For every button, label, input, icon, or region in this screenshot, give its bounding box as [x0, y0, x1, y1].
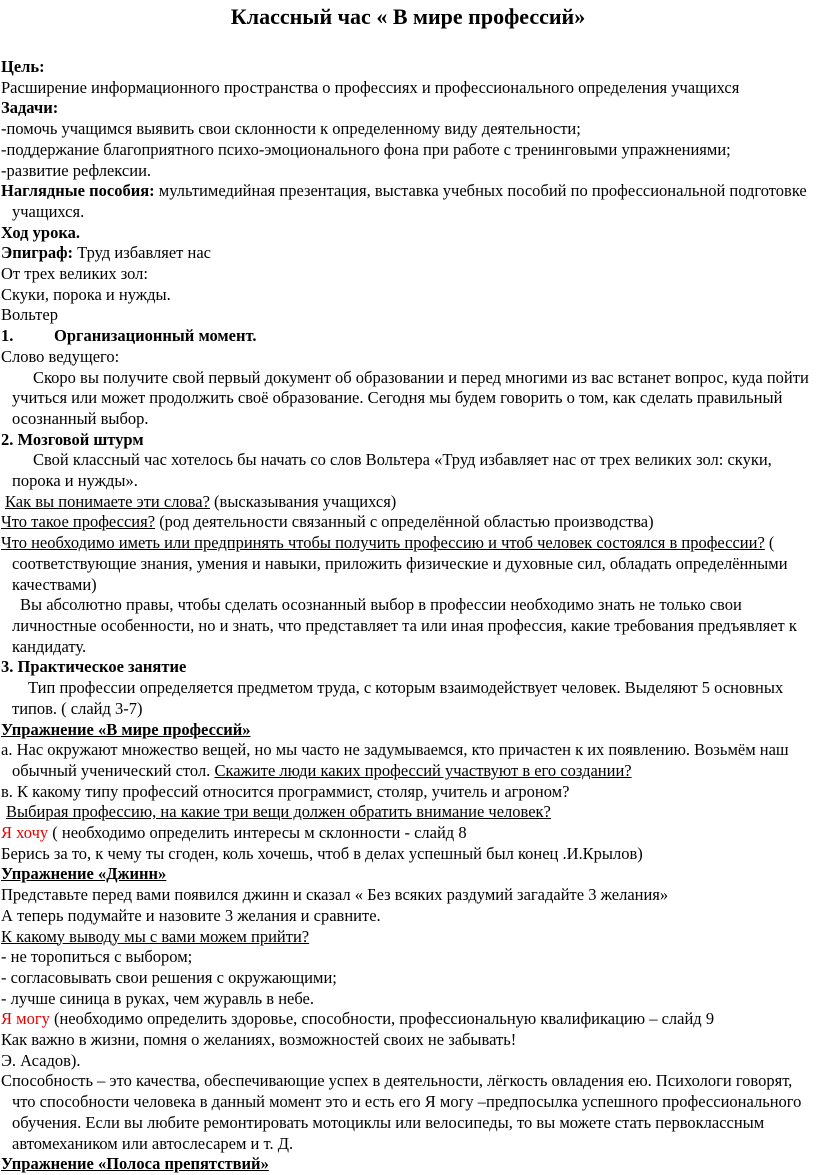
section2-q3 — [1, 533, 815, 595]
section1-text: Скоро вы получите свой первый документ об образовании и перед многими из вас встанет вопрос, куда пойти учиться или может продолжить своё образование. Сегодня мы будем говорить о том, как сделать правильный осознанный выбор. — [12, 367, 809, 428]
exercise3-heading: Упражнение «Полоса препятствий» — [1, 1154, 269, 1174]
section2-intro: Свой классный час хотелось бы начать со слов Вольтера «Труд избавляет нас от трех великих зол: скуки, порока и нужды». — [12, 450, 772, 491]
section1-heading — [1, 326, 815, 347]
epigraph-text: Труд избавляет нас — [73, 243, 211, 263]
exercise2-item: - согласовывать свои решения с окружающими; — [1, 967, 337, 987]
exercise2-item: - лучше синица в руках, чем журавль в небе. — [1, 988, 315, 1008]
section1-title: Организационный момент. — [54, 326, 257, 346]
exercise1-b: в. К какому типу профессий относится программист, столяр, учитель и агроном? — [1, 781, 570, 801]
task-item: -помочь учащимся выявить свои склонности к определенному виду деятельности; — [1, 119, 581, 139]
question-text: Что такое профессия? — [1, 512, 156, 532]
aids-label: Наглядные пособия: — [1, 181, 155, 201]
section1-number: 1. — [1, 326, 14, 346]
answer-note: (род деятельности связанный с определённой областью производства) — [155, 512, 654, 532]
answer-note: (высказывания учащихся) — [209, 491, 397, 511]
task-item: -поддержание благоприятного психо-эмоционального фона при работе с тренинговыми упражнениями; — [1, 139, 731, 159]
task-item: -развитие рефлексии. — [1, 160, 152, 180]
goal-text: Расширение информационного пространства о профессиях и профессионального определения учащихся — [1, 77, 740, 97]
exercise2-item: - не торопиться с выбором; — [1, 947, 193, 967]
epigraph-line: Скуки, порока и нужды. — [1, 284, 171, 304]
aids-paragraph — [1, 181, 815, 222]
exercise2-line: Представьте перед вами появился джинн и сказал « Без всяких раздумий загадайте 3 желания» — [1, 885, 669, 905]
aids-text: мультимедийная презентация, выставка учебных пособий по профессиональной подготовке учащихся. — [12, 181, 807, 221]
answer-note: ( соответствующие знания, умения и навыки, приложить физические и духовные сил, обладать определёнными качествами) — [12, 533, 788, 594]
exercise1-question: Выбирая профессию, на какие три вещи должен обратить внимание человек? — [6, 802, 551, 822]
exercise1-a — [1, 740, 815, 781]
document-title: Классный час « В мире профессий» — [230, 4, 586, 29]
exercise1-a-text: а. Нас окружают множество вещей, но мы часто не задумываемся, кто причастен к их появлению. Возьмём наш обычный ученический стол. — [1, 740, 789, 780]
exercise2-can — [1, 1009, 815, 1030]
section3-heading: 3. Практическое занятие — [1, 657, 187, 677]
exercise2-quote-author: Э. Асадов). — [1, 1050, 81, 1070]
exercise2-ability: Способность – это качества, обеспечивающие успех в деятельности, лёгкость овладения ею. Психологи говорят, что способности человека в данный момент это и есть его Я могу –предпосылка успешного профессионального обучения. Если вы любите ремонтировать мотоциклы или велосипеды, то вы можете стать первоклассным автомехаником или автослесарем и т. Д. — [1, 1071, 802, 1153]
exercise1-a-question: Скажите люди каких профессий участвуют в его создании? — [214, 760, 632, 780]
exercise1-want — [1, 823, 815, 844]
epigraph-line: От трех великих зол: — [1, 264, 148, 284]
exercise1-quote: Берись за то, к чему ты сгоден, коль хочешь, чтоб в делах успешный был конец .И.Крылов) — [1, 843, 643, 863]
lesson-heading: Ход урока. — [1, 222, 80, 242]
exercise2-question: К какому выводу мы с вами можем прийти? — [1, 926, 310, 946]
section2-conclusion: Вы абсолютно правы, чтобы сделать осознанный выбор в профессии необходимо знать не только свои личностные особенности, но и знать, что представляет та или иная профессия, какие требования предъявляет к кандидату. — [12, 595, 797, 656]
exercise2-heading: Упражнение «Джинн» — [1, 864, 167, 884]
epigraph-label: Эпиграф: — [1, 243, 74, 263]
section2-q1 — [1, 492, 815, 513]
section2-q2 — [1, 512, 815, 533]
section2-heading: 2. Мозговой штурм — [1, 429, 144, 449]
tasks-label: Задачи: — [1, 98, 59, 118]
question-text: Что необходимо иметь или предпринять чтобы получить профессию и чтоб человек состоялся в профессии? — [1, 533, 765, 553]
exercise1-heading: Упражнение «В мире профессий» — [1, 719, 251, 739]
want-text: ( необходимо определить интересы м склонности - слайд 8 — [48, 823, 467, 843]
can-text: (необходимо определить здоровье, способности, профессиональную квалификацию – слайд 9 — [49, 1009, 715, 1029]
goal-label: Цель: — [1, 57, 45, 76]
section1-speaker: Слово ведущего: — [1, 346, 120, 366]
epigraph-line — [1, 243, 815, 264]
want-label: Я хочу — [1, 823, 49, 843]
question-text: Как вы понимаете эти слова? — [5, 491, 210, 511]
document-body — [1, 53, 815, 1175]
can-label: Я могу — [1, 1009, 50, 1029]
exercise2-quote: Как важно в жизни, помня о желаниях, возможностей своих не забывать! — [1, 1030, 517, 1050]
section3-text: Тип профессии определяется предметом труда, с которым взаимодействует человек. Выделяют 5 основных типов. ( слайд 3-7) — [12, 678, 784, 718]
epigraph-author: Вольтер — [1, 305, 58, 325]
exercise2-line: А теперь подумайте и назовите 3 желания и сравните. — [1, 905, 381, 925]
